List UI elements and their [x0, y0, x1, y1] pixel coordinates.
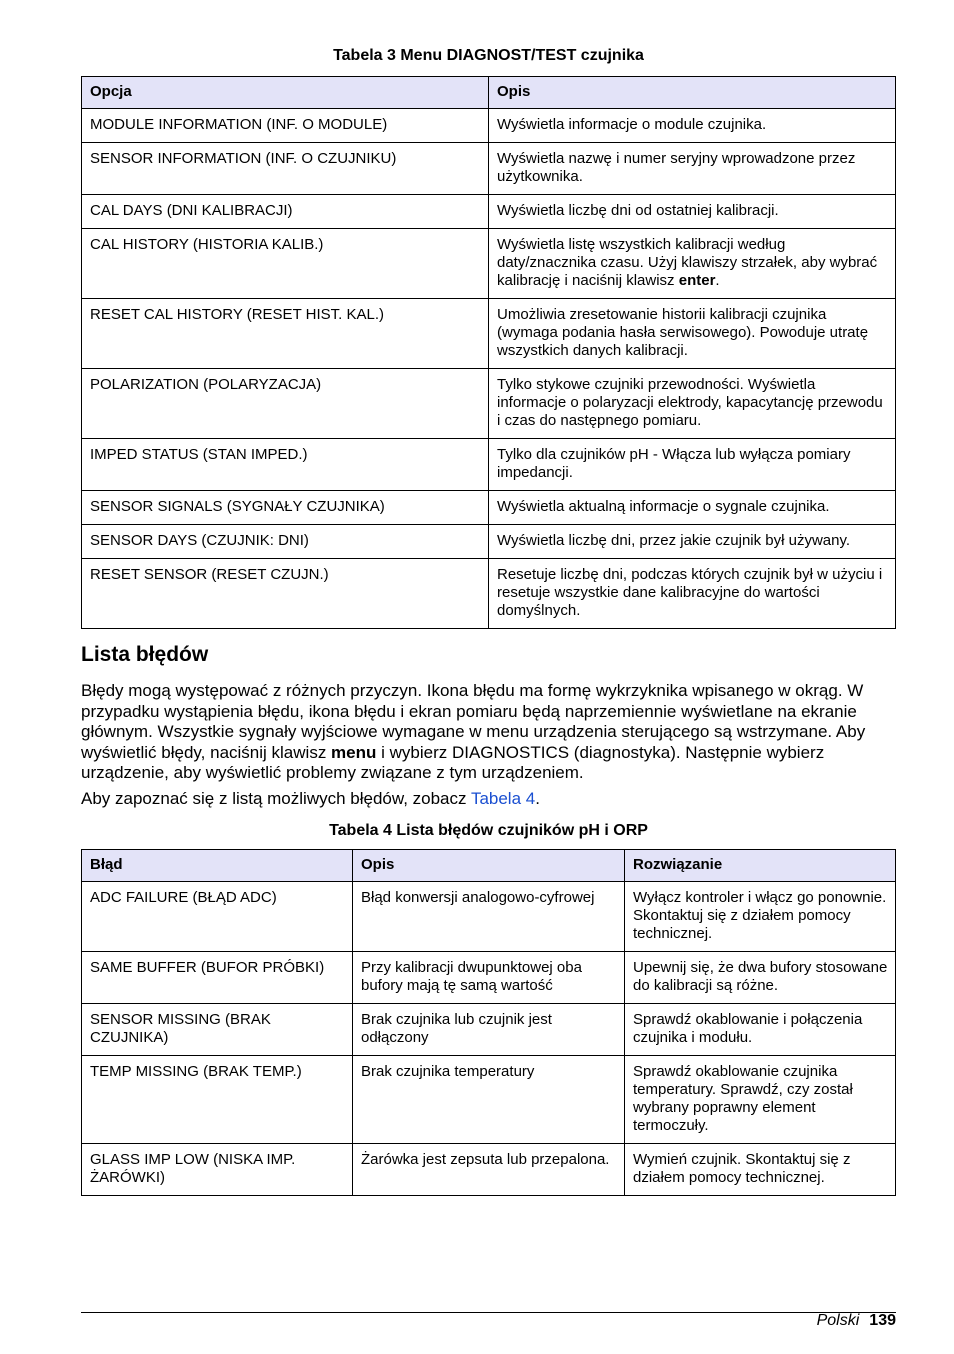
description-cell: Resetuje liczbę dni, podczas których czujnik był w użyciu i resetuje wszystkie dane kalibracyjne do wartości domyślnych.	[489, 559, 896, 629]
table-row	[82, 882, 896, 952]
table-row	[82, 1144, 896, 1196]
footer-language: Polski	[816, 1312, 860, 1329]
table-row	[82, 195, 896, 229]
description-cell: Błąd konwersji analogowo-cyfrowej	[353, 882, 625, 952]
table4-link[interactable]: Tabela 4	[470, 789, 536, 808]
column-header: Opis	[489, 77, 896, 109]
table-row	[82, 1004, 896, 1056]
table-header-row	[82, 850, 896, 882]
solution-cell: Wyłącz kontroler i włącz go ponownie. Skontaktuj się z działem pomocy technicznej.	[625, 882, 896, 952]
description-cell: Tylko dla czujników pH - Włącza lub wyłącza pomiary impedancji.	[489, 439, 896, 491]
table4	[81, 849, 896, 1196]
option-cell: SENSOR DAYS (CZUJNIK: DNI)	[82, 525, 489, 559]
column-header: Opis	[353, 850, 625, 882]
solution-cell: Sprawdź okablowanie i połączenia czujnika i modułu.	[625, 1004, 896, 1056]
solution-cell: Wymień czujnik. Skontaktuj się z działem pomocy technicznej.	[625, 1144, 896, 1196]
section-heading: Lista błędów	[81, 643, 209, 666]
option-cell: MODULE INFORMATION (INF. O MODULE)	[82, 109, 489, 143]
solution-cell: Sprawdź okablowanie czujnika temperatury. Sprawdź, czy został wybrany poprawny element termoczuły.	[625, 1056, 896, 1144]
table-row	[82, 109, 896, 143]
description-cell: Wyświetla informacje o module czujnika.	[489, 109, 896, 143]
body-paragraph: Błędy mogą występować z różnych przyczyn. Ikona błędu ma formę wykrzyknika wpisanego w okrąg. W przypadku wystąpienia błędu, ikona błędu i ekran pomiaru będą naprzemiennie wyświetlane na ekranie głównym. Wszystkie sygnały wyjściowe wymagane w menu urządzenia sterującego są wstrzymane. Aby wyświetlić błędy, naciśnij klawisz menu i wybierz DIAGNOSTICS (diagnostyka). Następnie wybierz urządzenie, aby wyświetlić problemy związane z tym urządzeniem.	[81, 681, 866, 782]
table-row	[82, 299, 896, 369]
table-row	[82, 559, 896, 629]
table-row	[82, 229, 896, 299]
error-cell: TEMP MISSING (BRAK TEMP.)	[82, 1056, 353, 1144]
table3	[81, 76, 896, 629]
table-row	[82, 143, 896, 195]
description-cell: Wyświetla liczbę dni, przez jakie czujnik był używany.	[489, 525, 896, 559]
table-row	[82, 369, 896, 439]
description-cell: Umożliwia zresetowanie historii kalibracji czujnika (wymaga podania hasła serwisowego). Powoduje utratę wszystkich danych kalibracji.	[489, 299, 896, 369]
table3-caption: Tabela 3 Menu DIAGNOST/TEST czujnika	[333, 47, 644, 64]
table-row	[82, 1056, 896, 1144]
column-header: Opcja	[82, 77, 489, 109]
description-cell: Wyświetla nazwę i numer seryjny wprowadzone przez użytkownika.	[489, 143, 896, 195]
error-cell: SENSOR MISSING (BRAK CZUJNIKA)	[82, 1004, 353, 1056]
option-cell: CAL DAYS (DNI KALIBRACJI)	[82, 195, 489, 229]
option-cell: RESET SENSOR (RESET CZUJN.)	[82, 559, 489, 629]
error-cell: ADC FAILURE (BŁĄD ADC)	[82, 882, 353, 952]
option-cell: SENSOR INFORMATION (INF. O CZUJNIKU)	[82, 143, 489, 195]
page-footer	[817, 1312, 896, 1330]
description-cell: Tylko stykowe czujniki przewodności. Wyświetla informacje o polaryzacji elektrody, kapacytancję przewodu i czas do następnego pomiaru.	[489, 369, 896, 439]
description-cell: Wyświetla listę wszystkich kalibracji według daty/znacznika czasu. Użyj klawiszy strzałek, aby wybrać kalibrację i naciśnij klawisz enter.	[489, 229, 896, 299]
description-cell: Brak czujnika lub czujnik jest odłączony	[353, 1004, 625, 1056]
table-header-row	[82, 77, 896, 109]
column-header: Błąd	[82, 850, 353, 882]
option-cell: CAL HISTORY (HISTORIA KALIB.)	[82, 229, 489, 299]
footer-divider	[81, 1312, 896, 1313]
error-cell: GLASS IMP LOW (NISKA IMP. ŻARÓWKI)	[82, 1144, 353, 1196]
option-cell: POLARIZATION (POLARYZACJA)	[82, 369, 489, 439]
description-cell: Przy kalibracji dwupunktowej oba bufory mają tę samą wartość	[353, 952, 625, 1004]
description-cell: Wyświetla aktualną informacje o sygnale czujnika.	[489, 491, 896, 525]
option-cell: RESET CAL HISTORY (RESET HIST. KAL.)	[82, 299, 489, 369]
body-paragraph: Aby zapoznać się z listą możliwych błędów, zobacz Tabela 4.	[81, 789, 540, 808]
option-cell: SENSOR SIGNALS (SYGNAŁY CZUJNIKA)	[82, 491, 489, 525]
table-row	[82, 952, 896, 1004]
column-header: Rozwiązanie	[625, 850, 896, 882]
table-row	[82, 439, 896, 491]
table-row	[82, 525, 896, 559]
description-cell: Wyświetla liczbę dni od ostatniej kalibracji.	[489, 195, 896, 229]
solution-cell: Upewnij się, że dwa bufory stosowane do kalibracji są różne.	[625, 952, 896, 1004]
table-row	[82, 491, 896, 525]
description-cell: Żarówka jest zepsuta lub przepalona.	[353, 1144, 625, 1196]
page-number: 139	[869, 1312, 896, 1329]
description-cell: Brak czujnika temperatury	[353, 1056, 625, 1144]
option-cell: IMPED STATUS (STAN IMPED.)	[82, 439, 489, 491]
table4-caption: Tabela 4 Lista błędów czujników pH i ORP	[329, 822, 648, 839]
error-cell: SAME BUFFER (BUFOR PRÓBKI)	[82, 952, 353, 1004]
